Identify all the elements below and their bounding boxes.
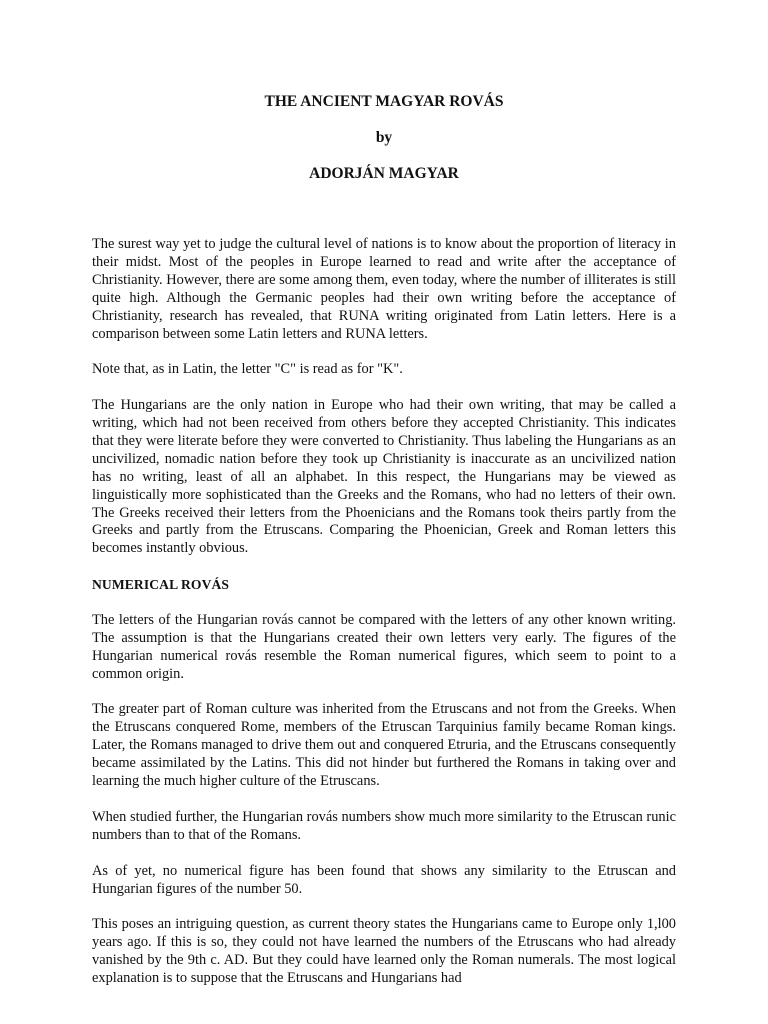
paragraph-1: The surest way yet to judge the cultural level of nations is to know about the proportion of literacy in their midst. Most of the peoples in Europe learned to read and write after the acceptance of Christianity. However, there are some among them, even today, where the number of illiterates is still quite high. Although the Germanic peoples had their own writing before the acceptance of Christianity, research has revealed, that RUNA writing originated from Latin letters. Here is a comparison between some Latin letters and RUNA letters. (92, 236, 676, 342)
paragraph-2: Note that, as in Latin, the letter "C" is read as for "K". (92, 361, 403, 378)
section-paragraph-3: When studied further, the Hungarian rovás numbers show much more similarity to the Etruscan runic numbers than to that of the Romans. (92, 808, 676, 843)
title-block (92, 93, 676, 183)
section-paragraph-4: As of yet, no numerical figure has been found that shows any similarity to the Etruscan and Hungarian figures of the number 50. (92, 862, 676, 897)
document-page (92, 93, 676, 1006)
section-paragraph-5: This poses an intriguing question, as current theory states the Hungarians came to Europe only 1,l00 years ago. If this is so, they could not have learned the numbers of the Etruscans who had already vanished by the 9th c. AD. But they could have learned only the Roman numerals. The most logical explanation is to suppose that the Etruscans and Hungarians had (92, 916, 676, 987)
document-author: ADORJÁN MAGYAR (309, 165, 459, 182)
document-body (92, 236, 676, 988)
section-paragraph-1: The letters of the Hungarian rovás cannot be compared with the letters of any other known writing. The assumption is that the Hungarians created their own letters very early. The figures of the Hungarian numerical rovás resemble the Roman numerical figures, which seem to point to a common origin. (92, 611, 676, 682)
paragraph-3: The Hungarians are the only nation in Europe who had their own writing, that may be called a writing, which had not been received from others before they accepted Christianity. This indicates that they were literate before they were converted to Christianity. Thus labeling the Hungarians as an uncivilized, nomadic nation before they took up Christianity is inaccurate as an uncivilized nation has no writing, least of all an alphabet. In this respect, the Hungarians may be viewed as linguistically more sophisticated than the Greeks and the Romans, who had no letters of their own. The Greeks received their letters from the Phoenicians and the Romans took theirs partly from the Greeks and partly from the Etruscans. Comparing the Phoenician, Greek and Roman letters this becomes instantly obvious. (92, 397, 676, 557)
section-paragraph-2: The greater part of Roman culture was inherited from the Etruscans and not from the Greeks. When the Etruscans conquered Rome, members of the Etruscan Tarquinius family became Roman kings. Later, the Romans managed to drive them out and conquered Etruria, and the Etruscans consequently became assimilated by the Latins. This did not hinder but furthered the Romans in taking over and learning the much higher culture of the Etruscans. (92, 701, 676, 790)
document-title: THE ANCIENT MAGYAR ROVÁS (264, 93, 504, 110)
section-heading: NUMERICAL ROVÁS (92, 577, 230, 593)
byline-by: by (375, 129, 393, 146)
